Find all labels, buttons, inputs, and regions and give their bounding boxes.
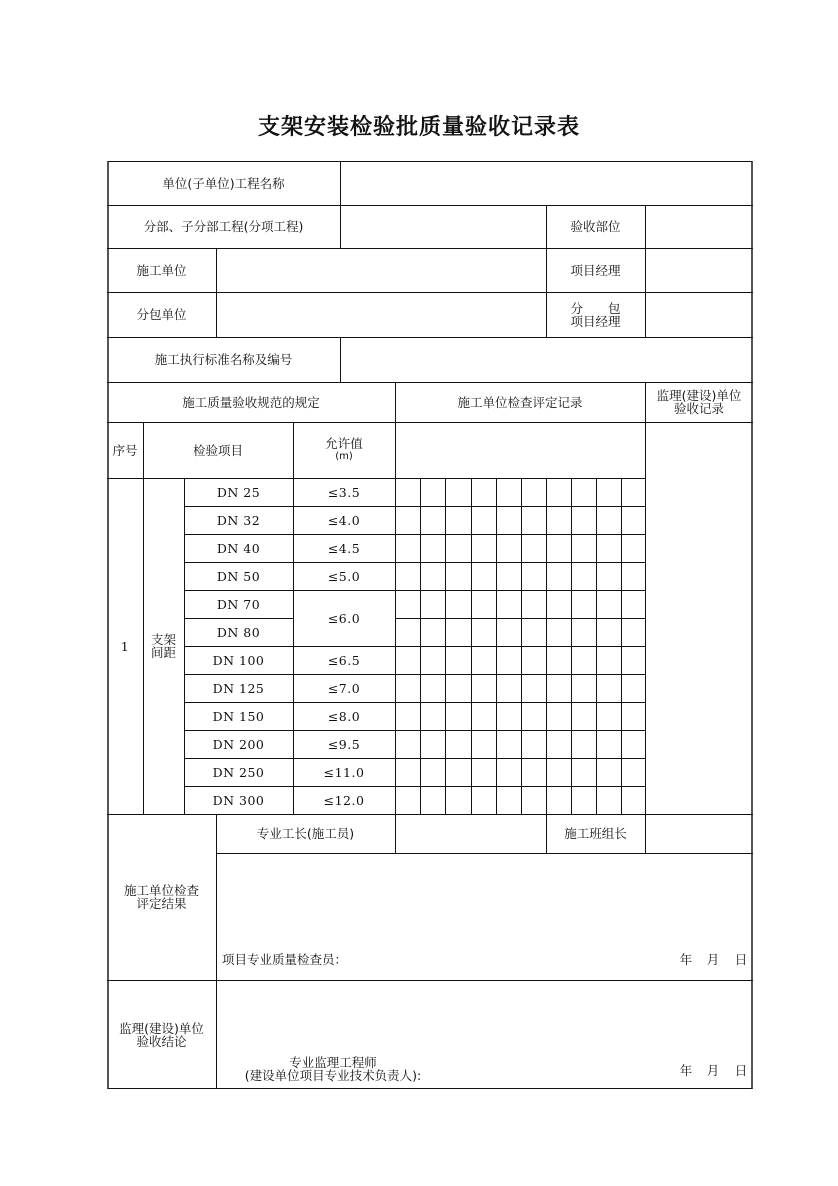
result-label-line2: 评定结果 — [136, 896, 187, 911]
record-col-divider — [596, 478, 597, 814]
construction-unit-label: 施工单位 — [136, 262, 187, 278]
project-manager-field[interactable] — [646, 249, 752, 291]
row-divider — [395, 618, 645, 619]
foreman-field[interactable] — [396, 815, 545, 852]
record-col-divider — [496, 478, 497, 814]
col-allowed-unit: (m) — [335, 451, 353, 462]
dn-cell: DN 25 — [216, 484, 261, 500]
engineer-line2: (建设单位项目专业技术负责人): — [244, 1068, 422, 1083]
allowed-value-cell-merged: ≤6.0 — [327, 610, 361, 626]
dn-cell: DN 125 — [212, 680, 265, 696]
construction-unit-field[interactable] — [217, 249, 545, 291]
rule-header: 施工质量验收规范的规定 — [182, 394, 320, 410]
result-label-line1: 施工单位检查 — [123, 883, 199, 898]
result-day: 日 — [734, 951, 748, 967]
supervision-record-header — [645, 382, 753, 422]
col-no-header: 序号 — [112, 442, 138, 458]
team-leader-field[interactable] — [646, 815, 752, 852]
dn-cell: DN 250 — [212, 764, 265, 780]
conclusion-label-line2: 验收结论 — [136, 1033, 187, 1049]
conclusion-label-line1: 监理(建设)单位 — [119, 1020, 204, 1036]
record-header: 施工单位检查评定记录 — [457, 394, 583, 410]
dn-cell: DN 50 — [216, 568, 261, 584]
team-leader-label: 施工班组长 — [564, 826, 627, 841]
allowed-value-cell: ≤8.0 — [327, 708, 361, 724]
acceptance-part-field[interactable] — [646, 206, 752, 247]
record-col-divider — [546, 478, 547, 814]
result-month: 月 — [706, 951, 720, 967]
subcontract-pm-line2: 项目经理 — [570, 313, 621, 329]
foreman-label: 专业工长(施工员) — [256, 826, 355, 841]
conclusion-label — [107, 980, 216, 1089]
dn-cell: DN 150 — [212, 708, 265, 724]
subcontract-pm-line1: 分 包 — [570, 300, 621, 316]
quality-inspector-label: 项目专业质量检查员： — [222, 951, 348, 967]
page-title: 支架安装检验批质量验收记录表 — [257, 114, 580, 140]
group-name-line1: 支架 — [150, 632, 176, 647]
group-name-line2: 间距 — [150, 645, 176, 660]
result-label — [107, 814, 216, 980]
allowed-value-cell: ≤4.0 — [327, 512, 361, 528]
col-allowed-line1: 允许值 — [325, 436, 363, 451]
dn-cell: DN 300 — [212, 792, 265, 808]
unit-project-name-label: 单位(子单位)工程名称 — [162, 175, 285, 191]
result-year: 年 — [679, 951, 693, 967]
engineer-line1: 专业监理工程师 — [289, 1055, 377, 1070]
subcontract-unit-field[interactable] — [217, 293, 545, 336]
sub-project-label: 分部、子分部工程(分项工程) — [143, 219, 304, 234]
subcontract-unit-label: 分包单位 — [136, 307, 187, 322]
conclusion-year: 年 — [679, 1062, 693, 1078]
standard-name-label: 施工执行标准名称及编号 — [154, 352, 293, 367]
dn-cell: DN 80 — [216, 624, 261, 640]
allowed-value-cell: ≤11.0 — [323, 764, 365, 780]
allowed-value-cell: ≤7.0 — [327, 680, 361, 696]
record-col-divider — [471, 478, 472, 814]
sub-project-field[interactable] — [341, 206, 545, 247]
conclusion-day: 日 — [734, 1062, 748, 1078]
dn-cell: DN 32 — [216, 512, 261, 528]
allowed-value-cell: ≤12.0 — [323, 792, 365, 808]
allowed-value-cell: ≤5.0 — [327, 568, 361, 584]
supervision-record-field[interactable] — [646, 423, 752, 813]
record-col-divider — [521, 478, 522, 814]
supervising-engineer-label — [222, 1055, 444, 1083]
group-name — [143, 478, 184, 814]
unit-project-name-field[interactable] — [341, 162, 752, 204]
record-col-divider — [621, 478, 622, 814]
project-manager-label: 项目经理 — [570, 262, 621, 278]
col-divider — [395, 382, 396, 814]
col-item-header: 检验项目 — [192, 442, 243, 458]
group-no: 1 — [120, 638, 130, 654]
allowed-value-cell: ≤6.5 — [327, 652, 361, 668]
dn-cell: DN 70 — [216, 596, 261, 612]
conclusion-month: 月 — [706, 1062, 720, 1078]
conclusion-field[interactable] — [217, 981, 752, 1051]
record-col-divider — [420, 478, 421, 814]
dn-cell: DN 100 — [212, 652, 265, 668]
dn-cell: DN 200 — [212, 736, 265, 752]
allowed-value-cell: ≤3.5 — [327, 484, 361, 500]
acceptance-part-label: 验收部位 — [570, 219, 621, 234]
record-col-divider — [571, 478, 572, 814]
supervision-header-line2: 验收记录 — [673, 401, 724, 416]
record-col-divider — [445, 478, 446, 814]
subcontract-pm-field[interactable] — [646, 293, 752, 336]
result-field[interactable] — [217, 854, 752, 944]
dn-cell: DN 40 — [216, 540, 261, 556]
supervision-header-line1: 监理(建设)单位 — [656, 388, 742, 403]
col-allowed-header — [293, 422, 395, 478]
allowed-value-cell: ≤4.5 — [327, 540, 361, 556]
subcontract-pm-label — [546, 292, 645, 337]
standard-name-field[interactable] — [341, 338, 752, 381]
allowed-value-cell: ≤9.5 — [327, 736, 361, 752]
